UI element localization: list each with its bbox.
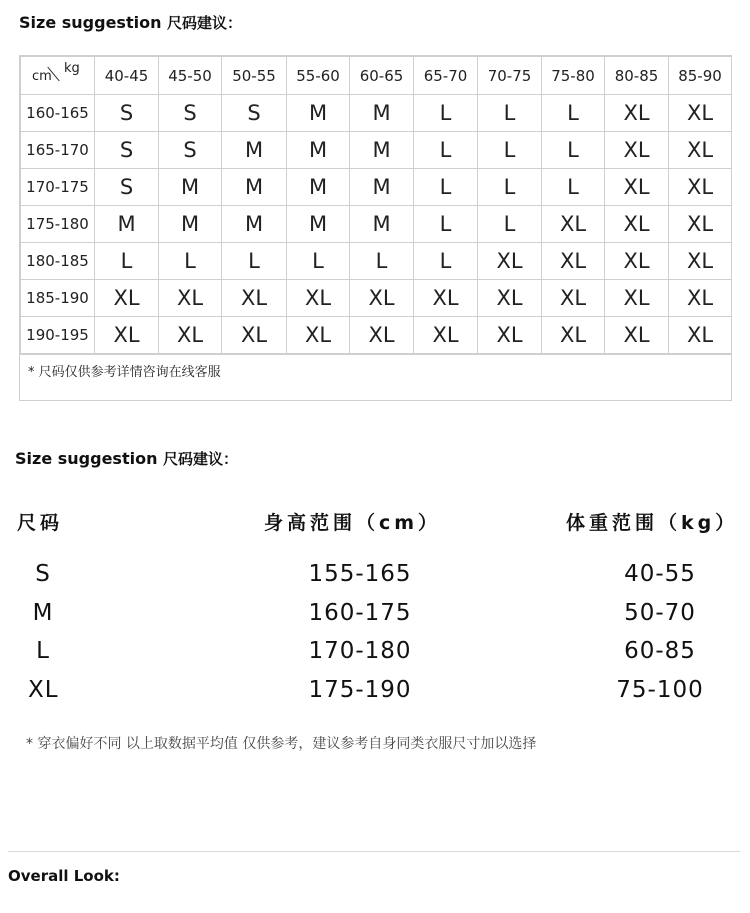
size-cell: XL [605, 206, 669, 243]
size-cell: XL [669, 132, 732, 169]
size-cell: XL [222, 280, 287, 317]
corner-unit-cm: cm [32, 69, 52, 84]
height-range-cell: 180-185 [21, 243, 95, 280]
weight-range-header: 85-90 [669, 57, 732, 95]
range-weight: 50-70 [624, 600, 696, 626]
size-cell: M [350, 132, 414, 169]
size-cell: XL [542, 317, 605, 354]
size-cell: L [414, 243, 478, 280]
height-range-cell: 175-180 [21, 206, 95, 243]
range-weight: 40-55 [624, 561, 696, 587]
corner-unit-kg: kg [64, 61, 80, 76]
grid-row [21, 132, 732, 169]
size-grid [19, 55, 732, 401]
range-weight: 60-85 [624, 638, 696, 664]
range-height: 175-190 [308, 677, 412, 703]
size-cell: L [542, 95, 605, 132]
col-header-height: 身高范围（cm） [264, 512, 442, 534]
grid-row [21, 280, 732, 317]
height-range-cell: 190-195 [21, 317, 95, 354]
size-cell: M [350, 206, 414, 243]
size-cell: L [414, 206, 478, 243]
col-header-size: 尺码 [17, 512, 64, 534]
weight-range-header: 75-80 [542, 57, 605, 95]
size-cell: S [95, 132, 159, 169]
size-cell: XL [605, 317, 669, 354]
size-cell: M [287, 132, 350, 169]
size-cell: XL [414, 317, 478, 354]
size-cell: L [478, 95, 542, 132]
size-cell: XL [287, 280, 350, 317]
size-cell: L [159, 243, 222, 280]
size-cell: XL [669, 169, 732, 206]
size-cell: L [95, 243, 159, 280]
size-cell: XL [350, 280, 414, 317]
size-cell: M [159, 169, 222, 206]
size-cell: S [222, 95, 287, 132]
size-cell: M [287, 95, 350, 132]
size-cell: L [222, 243, 287, 280]
size-cell: M [287, 169, 350, 206]
size-cell: XL [222, 317, 287, 354]
size-cell: XL [414, 280, 478, 317]
size-cell: XL [669, 280, 732, 317]
height-range-cell: 170-175 [21, 169, 95, 206]
size-cell: S [159, 132, 222, 169]
size-cell: XL [605, 243, 669, 280]
size-cell: XL [478, 280, 542, 317]
size-cell: L [414, 95, 478, 132]
size-cell: L [542, 132, 605, 169]
size-cell: XL [542, 206, 605, 243]
size-cell: XL [478, 317, 542, 354]
size-cell: M [350, 95, 414, 132]
size-cell: XL [669, 206, 732, 243]
grid-row [21, 206, 732, 243]
size-cell: L [414, 132, 478, 169]
col-header-weight: 体重范围（kg） [566, 512, 739, 534]
size-cell: XL [605, 132, 669, 169]
size-cell: XL [605, 169, 669, 206]
size-cell: XL [95, 280, 159, 317]
size-cell: XL [159, 280, 222, 317]
height-range-cell: 165-170 [21, 132, 95, 169]
grid-note: * 尺码仅供参考详情咨询在线客服 [20, 354, 731, 391]
size-cell: M [95, 206, 159, 243]
grid-row [21, 95, 732, 132]
grid-row [21, 169, 732, 206]
heading-cn: 尺码建议： [163, 450, 239, 468]
weight-range-header: 50-55 [222, 57, 287, 95]
size-cell: XL [350, 317, 414, 354]
weight-range-header: 70-75 [478, 57, 542, 95]
size-cell: M [222, 206, 287, 243]
weight-range-header: 80-85 [605, 57, 669, 95]
heading-cn: 尺码建议： [167, 14, 243, 32]
size-cell: L [478, 132, 542, 169]
heading-en: Size suggestion [19, 13, 162, 32]
size-cell: S [95, 95, 159, 132]
size-cell: L [478, 169, 542, 206]
size-cell: L [478, 206, 542, 243]
size-cell: M [287, 206, 350, 243]
range-size: M [32, 600, 54, 626]
grid-corner-cell [21, 57, 95, 95]
size-cell: M [222, 132, 287, 169]
size-grid-table [20, 56, 732, 354]
range-size: S [35, 561, 51, 587]
size-cell: XL [669, 317, 732, 354]
size-cell: S [95, 169, 159, 206]
divider [8, 851, 740, 852]
size-cell: XL [605, 95, 669, 132]
height-range-cell: 185-190 [21, 280, 95, 317]
grid-header-row [21, 57, 732, 95]
range-height: 155-165 [308, 561, 412, 587]
size-cell: M [222, 169, 287, 206]
size-cell: M [159, 206, 222, 243]
grid-row [21, 317, 732, 354]
size-cell: XL [287, 317, 350, 354]
size-cell: XL [478, 243, 542, 280]
size-cell: S [159, 95, 222, 132]
size-cell: L [414, 169, 478, 206]
range-size: L [36, 638, 50, 664]
range-note: * 穿衣偏好不同 以上取数据平均值 仅供参考，建议参考自身同类衣服尺寸加以选择 [26, 736, 537, 752]
grid-row [21, 243, 732, 280]
size-suggestion-heading-2 [15, 448, 238, 469]
size-cell: XL [605, 280, 669, 317]
size-cell: M [350, 169, 414, 206]
weight-range-header: 65-70 [414, 57, 478, 95]
size-cell: XL [669, 95, 732, 132]
weight-range-header: 55-60 [287, 57, 350, 95]
size-cell: XL [542, 280, 605, 317]
size-cell: L [350, 243, 414, 280]
size-cell: XL [542, 243, 605, 280]
range-size: XL [28, 677, 59, 703]
size-cell: XL [159, 317, 222, 354]
size-cell: XL [669, 243, 732, 280]
range-weight: 75-100 [616, 677, 704, 703]
heading-en: Size suggestion [15, 449, 158, 468]
height-range-cell: 160-165 [21, 95, 95, 132]
weight-range-header: 40-45 [95, 57, 159, 95]
range-height: 170-180 [308, 638, 412, 664]
size-cell: L [287, 243, 350, 280]
size-cell: XL [95, 317, 159, 354]
size-suggestion-heading-1 [19, 12, 242, 33]
weight-range-header: 45-50 [159, 57, 222, 95]
range-height: 160-175 [308, 600, 412, 626]
size-cell: L [542, 169, 605, 206]
overall-look-label: Overall Look: [8, 867, 120, 885]
weight-range-header: 60-65 [350, 57, 414, 95]
